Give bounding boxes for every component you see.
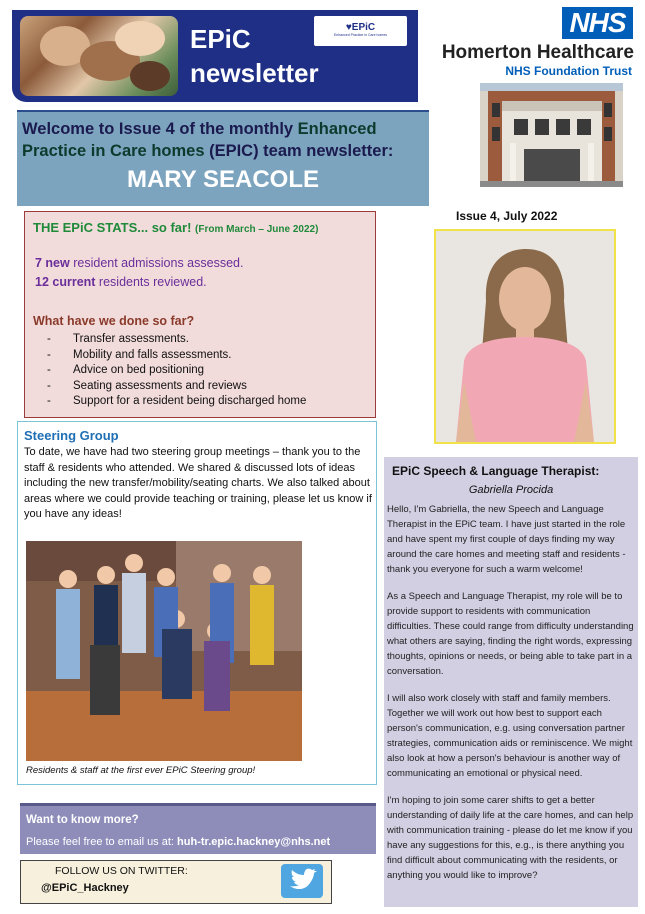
list-item: - Support for a resident being discharged home [47,394,306,410]
welcome-banner [17,110,429,206]
epic-logo-text: ♥EPiC [345,22,376,33]
list-item: - Transfer assessments. [47,332,306,348]
list-item: - Advice on bed positioning [47,363,306,379]
stats-box [24,211,376,418]
welcome-text [22,118,424,162]
stats-admissions-count: 7 new [35,256,70,270]
twitter-label: FOLLOW US ON TWITTER: [55,865,188,877]
issue-date: Issue 4, July 2022 [456,209,558,223]
twitter-handle[interactable]: @EPiC_Hackney [41,882,129,894]
contact-text [26,836,330,848]
slt-paragraph: Hello, I'm Gabriella, the new Speech and Language Therapist in the EPiC team. I have just started in the role and have spent my first couple of days finding my way around the care homes and meeting staff and residents - thank you everyone for such a warm welcome! [387,504,626,575]
contact-email-link[interactable]: huh-tr.epic.hackney@nhs.net [177,836,331,848]
steering-group-title: Steering Group [24,428,119,443]
hands-together-photo [20,16,178,96]
hospital-building-photo [480,83,623,187]
slt-name: Gabriella Procida [468,484,554,496]
list-item: - Seating assessments and reviews [47,379,306,395]
speech-therapist-panel [384,457,638,907]
epic-logo [314,16,407,46]
twitter-box [20,860,332,904]
welcome-part-2: Enhanced Practice in Care homes [22,120,377,160]
done-so-far-list [47,332,306,410]
stats-title [33,220,318,235]
trust-subtitle: NHS Foundation Trust [505,64,632,78]
stats-admissions-text: resident admissions assessed. [69,256,244,270]
nhs-logo: NHS [562,7,633,39]
slt-paragraph: I will also work closely with staff and family members. Together we will work out how best to support each person's communication, e.g. using conversation partner strategies, communication aids or reminiscence. We might also look at how a person's behaviour is another way of communicating an emotional or physical need. [387,693,633,779]
slt-paragraph: As a Speech and Language Therapist, my role will be to provide support to residents with communication difficulties. These could range from difficulty understanding what others are saying, finding the right words, expressing thoughts, opinions or needs, or being able to take part in a conversation. [387,591,634,677]
title-line-2: newsletter [190,58,319,88]
stats-reviews-count: 12 current [35,275,96,289]
contact-prompt: Please feel free to email us at: [26,836,178,848]
twitter-bird-icon[interactable] [281,864,323,898]
steering-photo-caption: Residents & staff at the first ever EPiC Steering group! [26,765,256,776]
title-line-1: EPiC [190,24,251,54]
slt-body [387,502,637,895]
welcome-part-4: newsletter: [306,142,394,160]
welcome-part-3: (EPIC) team [204,142,307,160]
epic-logo-subtext: Enhanced Practice in Care homes [333,33,388,37]
list-item: - Mobility and falls assessments. [47,348,306,364]
stats-title-text: THE EPiC STATS... so far! [33,220,196,235]
stats-reviews [35,275,207,289]
contact-box [20,803,376,854]
stats-reviews-text: residents reviewed. [95,275,207,289]
steering-group-photo [26,541,302,761]
slt-paragraph: I'm hoping to join some carer shifts to get a better understanding of daily life at the care homes, and can help with communication training - please do let me know if you have any suggestions for this, e.g., is there anything you find difficult about communicating with the residents, or anything you would like to improve? [387,795,634,881]
welcome-part-1: Welcome to Issue 4 of the monthly [22,120,298,138]
slt-title: EPiC Speech & Language Therapist: [392,464,600,478]
stats-admissions [35,256,243,270]
therapist-portrait [434,229,616,444]
stats-date-range: (From March – June 2022) [195,224,319,235]
care-home-name: MARY SEACOLE [126,166,320,193]
trust-name: Homerton Healthcare [441,42,634,63]
steering-group-section [17,421,377,785]
steering-group-text: To date, we have had two steering group meetings – thank you to the staff & residents who attended. We shared & discussed lots of ideas including the new transfer/mobility/seating charts. We also talked about areas where we could provide teaching or training, please let us know if you have any ideas! [24,446,372,521]
done-so-far-title: What have we done so far? [33,314,195,328]
contact-title: Want to know more? [26,814,139,826]
newsletter-title [190,22,319,90]
